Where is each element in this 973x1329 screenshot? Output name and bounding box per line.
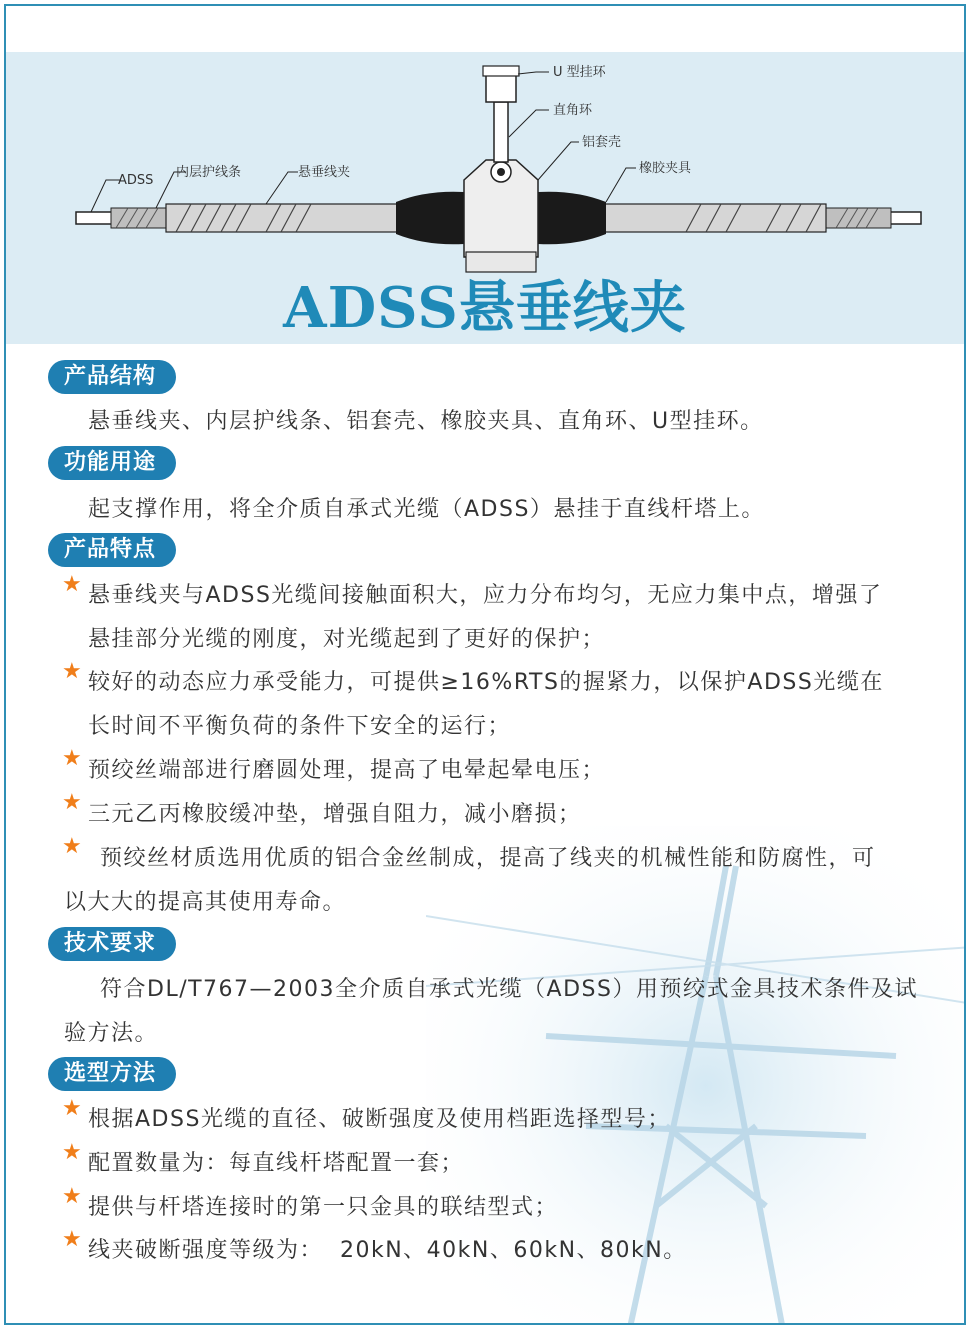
section-heading-usage: 功能用途 [48,446,176,480]
star-bullet-icon: ★ [62,659,82,684]
feature-1-line-2: 悬挂部分光缆的刚度，对光缆起到了更好的保护； [88,627,606,652]
star-bullet-icon: ★ [62,572,82,597]
label-u-ring: U 型挂环 [553,65,606,80]
section-heading-structure: 产品结构 [48,360,176,394]
section-heading-tech: 技术要求 [48,927,176,961]
feature-5-line-2: 以大大的提高其使用寿命。 [64,890,347,915]
label-inner-rods: 内层护线条 [176,165,242,180]
star-bullet-icon: ★ [62,834,82,859]
feature-4-line-1: 三元乙丙橡胶缓冲垫，增强自阻力，减小磨损； [88,802,582,827]
label-rubber-clamp: 橡胶夹具 [639,161,692,176]
tech-line-1: 符合DL/T767—2003全介质自承式光缆（ADSS）用预绞式金具技术条件及试 [100,977,918,1002]
page-frame [4,4,966,1325]
usage-text: 起支撑作用，将全介质自承式光缆（ADSS）悬挂于直线杆塔上。 [88,497,765,522]
star-bullet-icon: ★ [62,1227,82,1252]
star-bullet-icon: ★ [62,1140,82,1165]
label-adss: ADSS [118,173,154,188]
feature-5-line-1: 预绞丝材质选用优质的铝合金丝制成，提高了线夹的机械性能和防腐性，可 [100,846,876,871]
label-right-angle-ring: 直角环 [553,103,593,118]
selection-item-3: 提供与杆塔连接时的第一只金具的联结型式； [88,1195,559,1220]
page-title: ADSS悬垂线夹 [283,275,687,341]
star-bullet-icon: ★ [62,790,82,815]
star-bullet-icon: ★ [62,746,82,771]
feature-1-line-1: 悬垂线夹与ADSS光缆间接触面积大，应力分布均匀，无应力集中点，增强了 [88,583,883,608]
star-bullet-icon: ★ [62,1184,82,1209]
content-area [6,6,964,1325]
label-suspension-clamp: 悬垂线夹 [298,165,351,180]
selection-item-4: 线夹破断强度等级为： 20kN、40kN、60kN、80kN。 [88,1238,687,1263]
selection-item-2: 配置数量为：每直线杆塔配置一套； [88,1151,465,1176]
section-heading-features: 产品特点 [48,533,176,567]
feature-3-line-1: 预绞丝端部进行磨圆处理，提高了电晕起晕电压； [88,758,606,783]
structure-text: 悬垂线夹、内层护线条、铝套壳、橡胶夹具、直角环、U型挂环。 [88,409,764,434]
section-heading-selection: 选型方法 [48,1057,176,1091]
feature-2-line-2: 长时间不平衡负荷的条件下安全的运行； [88,714,512,739]
feature-2-line-1: 较好的动态应力承受能力，可提供≥16%RTS的握紧力，以保护ADSS光缆在 [88,670,884,695]
star-bullet-icon: ★ [62,1096,82,1121]
label-aluminum-shell: 铝套壳 [582,135,622,150]
tech-line-2: 验方法。 [64,1021,159,1046]
selection-item-1: 根据ADSS光缆的直径、破断强度及使用档距选择型号； [88,1107,671,1132]
